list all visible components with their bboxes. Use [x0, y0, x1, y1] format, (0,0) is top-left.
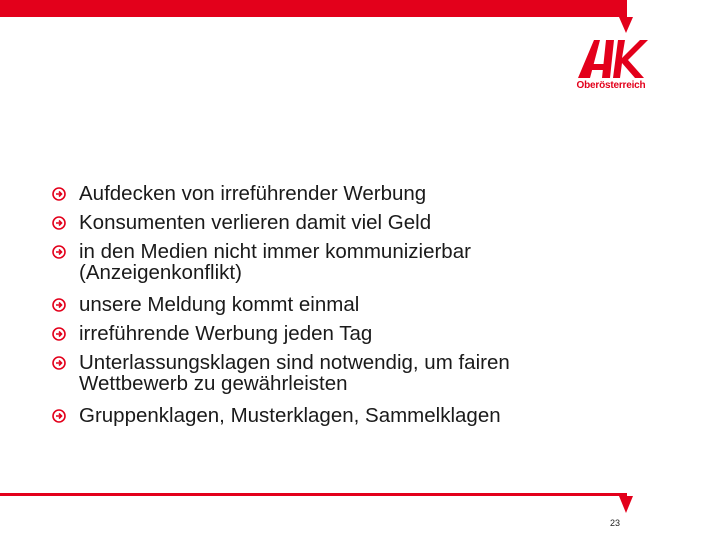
- circle-arrow-right-icon: [52, 356, 66, 370]
- circle-arrow-right-icon: [52, 298, 66, 312]
- circle-arrow-right-icon: [52, 409, 66, 423]
- circle-arrow-right-icon: [52, 187, 66, 201]
- list-item-text-continuation: Wettbewerb zu gewährleisten: [79, 372, 348, 395]
- list-item: [52, 290, 632, 319]
- list-item-text: Gruppenklagen, Musterklagen, Sammelklagen: [79, 404, 501, 427]
- list-item-text: Unterlassungsklagen sind notwendig, um fairen: [79, 351, 510, 374]
- bottom-red-bar: [0, 493, 627, 496]
- list-item-text: unsere Meldung kommt einmal: [79, 293, 360, 316]
- list-item: [52, 401, 632, 430]
- bullet-list: [52, 179, 632, 430]
- list-item: [52, 179, 632, 208]
- page-number: 23: [609, 518, 620, 528]
- list-item: [52, 348, 632, 401]
- list-item-text-continuation: (Anzeigenkonflikt): [79, 261, 242, 284]
- list-item: [52, 319, 632, 348]
- list-item: [52, 237, 632, 290]
- circle-arrow-right-icon: [52, 245, 66, 259]
- bottom-bar-notch: [619, 496, 633, 513]
- top-red-bar: [0, 0, 627, 17]
- logo-region-label: Oberösterreich: [576, 80, 646, 91]
- list-item-text: Aufdecken von irreführender Werbung: [79, 182, 427, 205]
- list-item-text: in den Medien nicht immer kommunizierbar: [79, 240, 471, 263]
- list-item-text: Konsumenten verlieren damit viel Geld: [79, 211, 432, 234]
- list-item-text: irreführende Werbung jeden Tag: [79, 322, 373, 345]
- top-bar-notch: [619, 17, 633, 33]
- list-item: [52, 208, 632, 237]
- circle-arrow-right-icon: [52, 216, 66, 230]
- circle-arrow-right-icon: [52, 327, 66, 341]
